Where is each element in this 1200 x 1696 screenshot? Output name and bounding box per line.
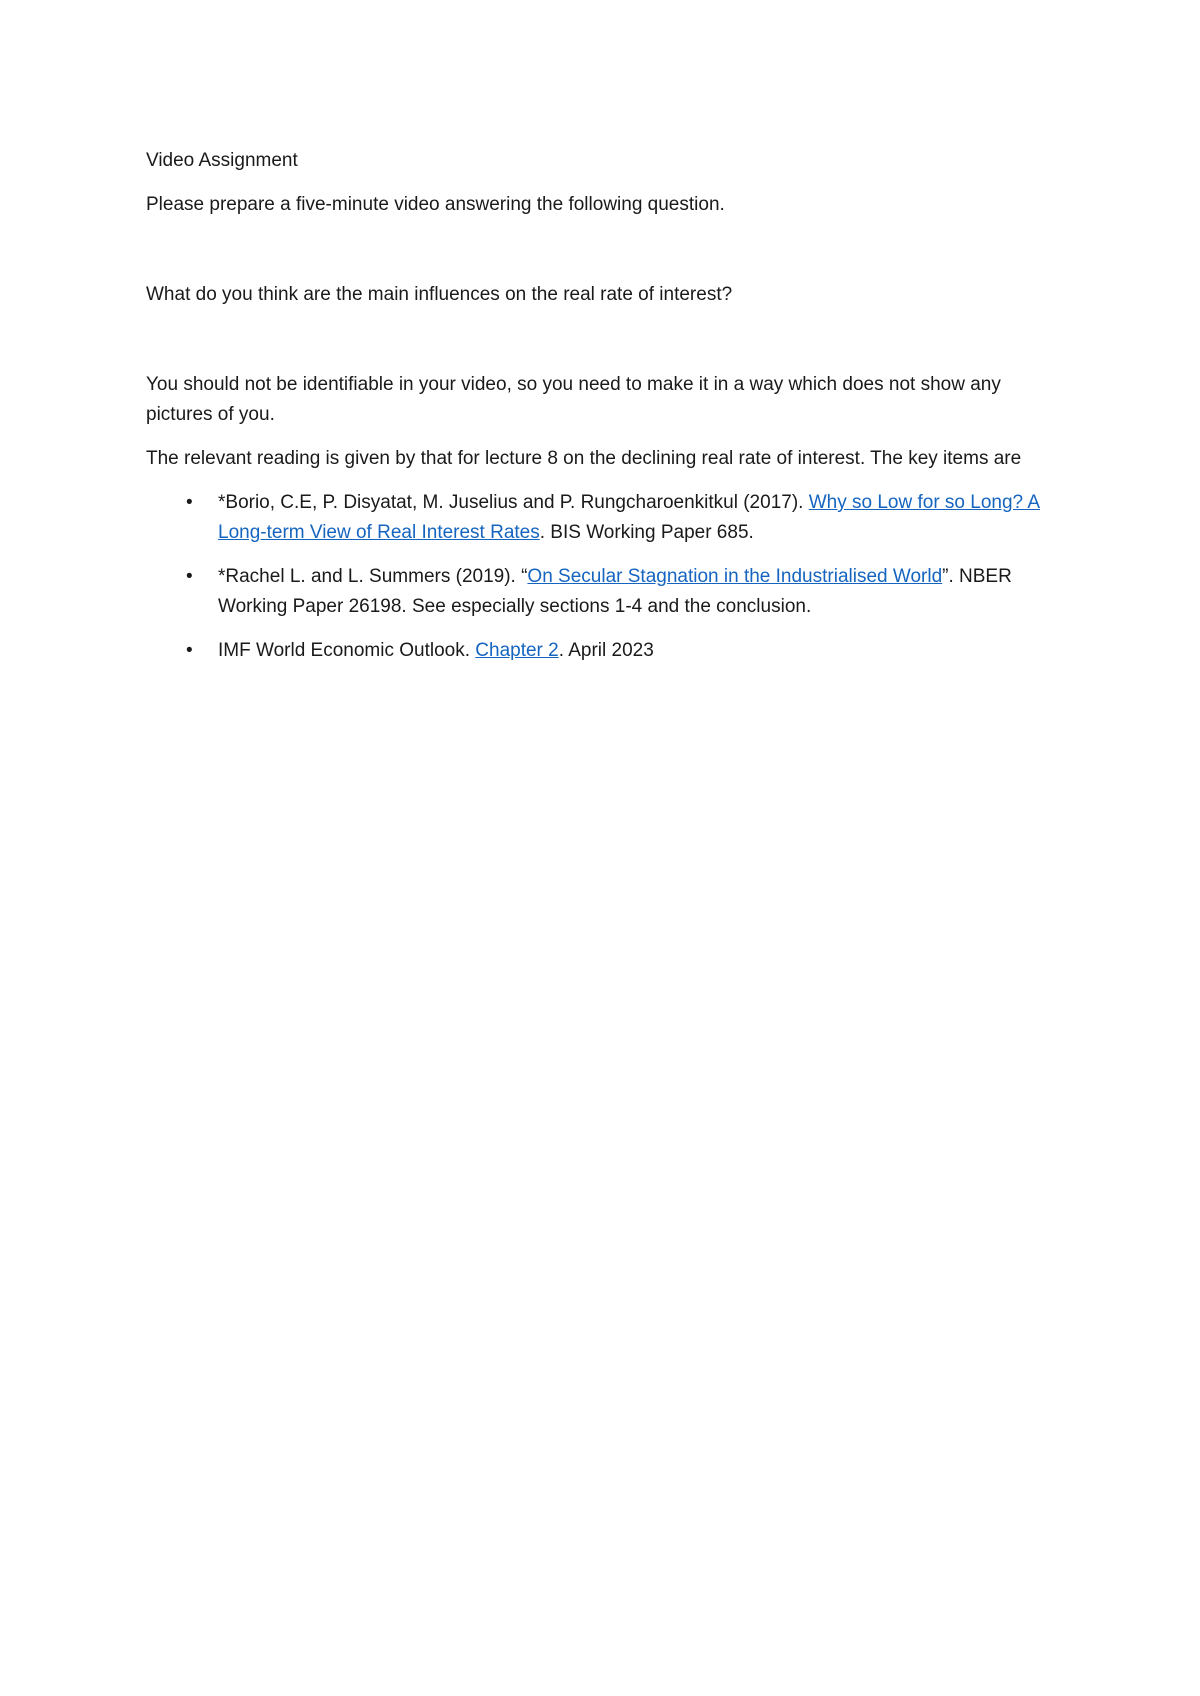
instruction-text: Please prepare a five-minute video answering the following question.	[146, 194, 725, 215]
reading-intro: The relevant reading is given by that for lecture 8 on the declining real rate of interest. The key items are	[146, 448, 1022, 469]
reference-link-borio[interactable]: Why so Low for so Long? A Long-term View of Real Interest Rates	[218, 492, 1041, 543]
reference-prefix: *Borio, C.E, P. Disyatat, M. Juselius and P. Rungcharoenkitkul (2017).	[218, 492, 809, 513]
assignment-question: What do you think are the main influences on the real rate of interest?	[146, 284, 733, 305]
bullet-icon: •	[186, 640, 193, 661]
document-body	[146, 146, 1066, 680]
document-title: Video Assignment	[146, 150, 298, 171]
bullet-icon: •	[186, 492, 193, 513]
bullet-icon: •	[186, 566, 193, 587]
reference-suffix: . April 2023	[558, 640, 654, 661]
reference-item	[146, 488, 1066, 548]
reference-list	[146, 488, 1066, 666]
reference-suffix: . BIS Working Paper 685.	[539, 522, 754, 543]
reference-suffix: ”. NBER Working Paper 26198. See especially sections 1-4 and the conclusion.	[218, 566, 1012, 617]
reference-prefix: *Rachel L. and L. Summers (2019). “	[218, 566, 528, 587]
identity-note: You should not be identifiable in your video, so you need to make it in a way which does not show any pictures of you.	[146, 374, 1001, 425]
reference-item	[146, 562, 1066, 622]
reference-link-rachel-summers[interactable]: On Secular Stagnation in the Industrialised World	[527, 566, 943, 587]
reference-prefix: IMF World Economic Outlook.	[218, 640, 476, 661]
reference-link-imf-chapter[interactable]: Chapter 2	[475, 640, 559, 661]
reference-item	[146, 636, 1066, 666]
